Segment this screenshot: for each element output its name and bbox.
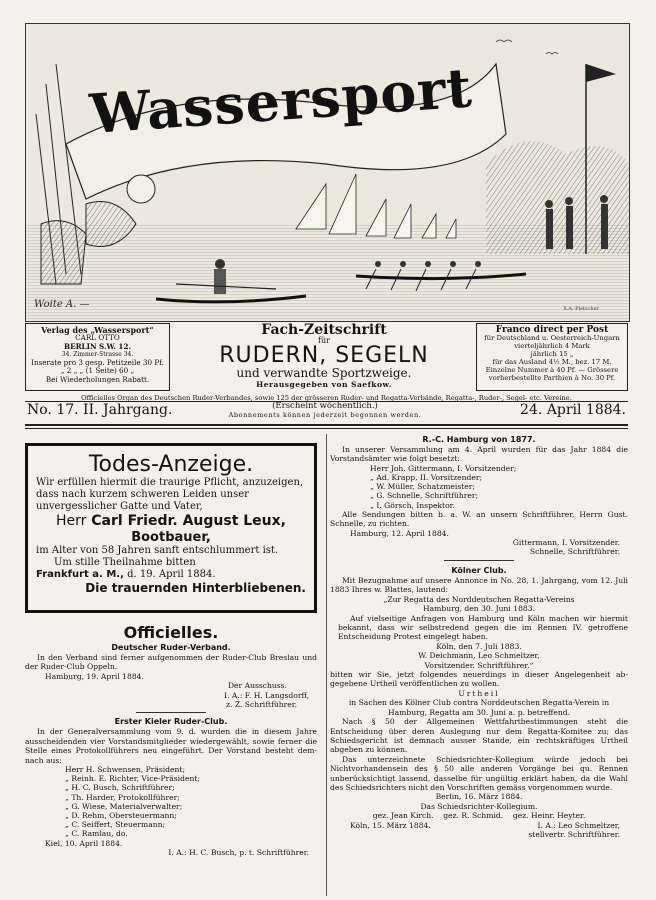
koelner-judges: gez. Jean Kirch. gez. R. Schmid. gez. Heinr. Heyter. [372, 811, 586, 821]
list-item: „ Ad. Krapp, II. Vorsitzender; [370, 473, 483, 483]
section-divider [444, 560, 514, 561]
subscription-line-2: vierteljährlich 4 Mark [514, 342, 590, 350]
header-rule-bottom [25, 424, 628, 426]
artist-signature: Woite A. — [34, 299, 90, 310]
deceased-herr: Herr [56, 513, 87, 529]
drv-place-date: Hamburg, 19. April 1884. [45, 671, 144, 681]
death-notice-place: Frankfurt a. M., [36, 569, 124, 580]
koelner-quote-2: Hamburg, den 30. Juni 1883. [423, 604, 535, 614]
koelner-koeln-date: Köln, 15. März 1884. [350, 820, 431, 830]
list-item: „ D. Rehm, Obersteuermann; [65, 811, 177, 821]
list-item: Herr H. Schwensen, Präsident; [65, 765, 186, 775]
koelner-quote-5: W. Deichmann, Leo Schmeltzer, [418, 651, 540, 661]
rc-hamburg-text: In unserer Versammlung am 4. April wurden für das Jahr 1884 die Vorstandsämter wie folgt besetzt: [330, 445, 628, 464]
death-notice-signature: Die trauernden Hinterbliebenen. [85, 581, 306, 595]
official-organ-line: Officielles Organ des Deutschen Ruder-Verbandes, sowie 125 der grösseren Ruder- und Regatta-Verbände, Regatta-, Ruder-, Segel- etc. Vereine. [81, 394, 572, 402]
death-notice [25, 443, 317, 613]
subscription-line-3: jährlich 15 „ [530, 350, 574, 358]
issue-date: 24. April 1884. [520, 402, 626, 418]
list-item: „ Th. Harder, Protokollführer; [65, 792, 180, 802]
journal-fuer: für [318, 336, 330, 345]
header-band [25, 321, 628, 402]
header-rule-bottom-thin [25, 428, 628, 429]
ads-line-1: Inserate pro 3 gesp. Petitzeile 30 Pf. [31, 358, 164, 368]
koelner-urtheil: Urtheil [458, 688, 500, 698]
journal-tagline: und verwandte Sportzweige. [236, 366, 412, 380]
drv-text: In den Verband sind ferner aufgenommen der Ruder-Club Breslau und der Ruder-Club Oppeln. [25, 653, 317, 672]
list-item: „ W. Müller, Schatzmeister; [370, 482, 475, 492]
issue-frequency-block [225, 402, 425, 420]
list-item: „ C. Seiffert, Steuermann; [65, 820, 166, 830]
column-separator [326, 434, 327, 896]
drv-sign-1: I. A.: F. H. Langsdorff, [224, 690, 309, 700]
rc-hamburg-heading: R.-C. Hamburg von 1877. [422, 435, 536, 444]
issue-subscription-note: Abonnements können jederzeit begonnen werden. [228, 411, 422, 419]
issue-line [25, 402, 628, 426]
kiel-members-list [25, 765, 317, 839]
subscription-box [476, 323, 628, 391]
koelner-heading: Kölner Club. [451, 566, 507, 575]
subscription-heading: Franco direct per Post [495, 325, 609, 335]
kiel-heading: Erster Kieler Ruder-Club. [114, 717, 228, 727]
list-item: „ G. Wiese, Materialverwalter; [65, 801, 183, 811]
kiel-sign: I. A.: H. C. Busch, p. t. Schriftführer. [168, 848, 309, 858]
deceased-name: Carl Friedr. August Leux, [91, 513, 286, 529]
death-notice-place-date [36, 569, 306, 581]
koelner-place-date: Berlin, 16. März 1884. [435, 792, 523, 802]
masthead-title: Wassersport [87, 55, 475, 146]
officielles-heading: Officielles. [123, 623, 219, 642]
koelner-sign-2: stellvertr. Schriftführer. [528, 829, 620, 839]
journal-main-title: RUDERN, SEGELN [219, 343, 429, 368]
death-notice-title: Todes-Anzeige. [88, 452, 254, 477]
rc-hamburg-sign-1: Gittermann, I. Vorsitzender. [512, 538, 620, 548]
koelner-college: Das Schiedsrichter-Kollegium. [420, 801, 538, 811]
koelner-club-section [330, 565, 628, 840]
issue-number: No. 17. II. Jahrgang. [27, 402, 173, 418]
publisher-name: CARL OTTO [75, 333, 120, 343]
koelner-text-1: Mit Bezugnahme auf unsere Annonce in No. 28, 1. Jahrgang, vom 12. Juli 1883 Ihres w. Blattes, lautend: [330, 576, 628, 595]
death-notice-date: d. 19. April 1884. [127, 569, 216, 580]
list-item: „ H. C. Busch, Schriftführer; [65, 783, 175, 793]
death-notice-intro: Wir erfüllen hiermit die traurige Pflicht, anzuzeigen, dass nach kurzem schweren Leiden unser unvergesslicher Gatte und Vater, [36, 477, 304, 512]
koelner-urtheil-sub: in Sachen des Kölner Club contra Norddeutschen Regatta-Verein in Hamburg, Regatta am 30. Juni a. p. betreffend. [348, 698, 610, 717]
koelner-footer [330, 821, 628, 840]
subscription-line-1: für Deutschland u. Oesterreich-Ungarn [484, 334, 620, 342]
subscription-line-4: für das Ausland 4½ M., bez. 17 M. [492, 358, 612, 366]
koelner-quote-1: „Zur Regatta des Norddeutschen Regatta-Vereins [383, 594, 575, 604]
subscription-line-5: Einzelne Nummer à 40 Pf. — Grössere [485, 366, 619, 374]
deceased-occupation: Bootbauer, [131, 530, 211, 545]
publisher-heading: Verlag des „Wassersport“ [41, 325, 154, 335]
rc-hamburg-section [330, 434, 628, 564]
ads-line-3: Bei Wiederholungen Rabatt. [45, 374, 150, 384]
koelner-text-2: bitten wir Sie, jetzt folgendes neuerdings in dieser Angelegenheit abgegebene Urtheil veröffentlichen zu wollen. [330, 670, 628, 689]
koelner-quote-6: Vorsitzender. Schriftführer.“ [424, 660, 534, 670]
koelner-text-3: Nach § 50 der Allgemeinen Wettfahrtbestimmungen steht die Entscheidung über deren Auslegung nur dem Regatta-Komitee zu; das Schiedsgericht ist demnach ausser Stande, ein rechtskräftiges Urtheil abgeben zu können. [330, 717, 628, 755]
issue-frequency: (Erscheint wöchentlich.) [272, 401, 378, 411]
publisher-street: 34. Zimmer-Strasse 34. [61, 350, 134, 358]
death-notice-request: Um stille Theilnahme bitten [54, 557, 196, 568]
journal-subtitle: Fach-Zeitschrift [261, 322, 387, 338]
rc-hamburg-place-date: Hamburg, 12. April 1884. [350, 528, 449, 538]
subscription-line-6: vorherbestellte Parthien à No. 30 Pf. [488, 374, 616, 382]
koelner-quote-4: Köln, den 7. Juli 1883. [436, 641, 522, 651]
drv-sign-2: z. Z. Schriftführer. [226, 700, 297, 710]
koelner-text-4: Das unterzeichnete Schiedsrichter-Kollegium würde jedoch bei Nichtvorhandensein des § 50 alle anderen Vorgänge bei qu. Rennen unberücksichtigt lassend, dasselbe für ungültig erklärt haben, da die Wahl des Schiedsrichters nicht den Vorschriften gemäss vorgenommen wurde. [330, 754, 628, 792]
list-item: „ I. Görsch, Inspektor. [370, 500, 455, 510]
masthead-illustration [25, 23, 630, 322]
drv-committee: Der Ausschuss. [227, 681, 287, 691]
rc-hamburg-post: Alle Sendungen bitten b. a. W. an unsern Schriftführer, Herrn Gust. Schnelle, zu richten. [330, 509, 628, 529]
list-item: „ Reinh. E. Richter, Vice-Präsident; [65, 774, 200, 784]
drv-heading: Deutscher Ruder-Verband. [111, 643, 231, 652]
rc-hamburg-sign-2: Schnelle, Schriftführer. [529, 547, 620, 557]
list-item: Herr Joh. Gittermann, I. Vorsitzender; [370, 463, 517, 473]
section-divider [136, 712, 206, 713]
publisher-city: BERLIN S.W. 12. [64, 341, 131, 351]
kiel-place-date: Kiel, 10. April 1884. [45, 838, 123, 848]
death-notice-age: im Alter von 58 Jahren sanft entschlummert ist. [36, 545, 279, 556]
list-item: „ G. Schnelle, Schriftführer; [370, 491, 479, 501]
publisher-box [25, 323, 170, 391]
engraver-mark: X.A. Pletscher [563, 306, 599, 312]
koelner-sign-1: I. A.: Leo Schmeltzer, [537, 820, 620, 830]
officielles-section [25, 624, 317, 858]
journal-heading [175, 321, 473, 389]
ads-line-2: „ 2 „ „ (1 Seite) 60 „ [60, 366, 135, 376]
kiel-text: In der Generalversammlung vom 9. d. wurden die in diesem Jahre ausscheidenden vier Vorstandsmitglieder wiedergewählt, sowie ferner die Stelle eines Protokollführers neu eingeführt. Der Vorstand besteht demnach aus: [25, 727, 317, 765]
koelner-quote-3: Auf vielseitige Anfragen von Hamburg und Köln machen wir hiermit bekannt, dass wir selbstredend gegen die im Rennen IV. getroffene Entscheidung Protest eingelegt haben. [338, 613, 628, 642]
journal-editor: Herausgegeben von Saefkow. [256, 380, 392, 389]
list-item: „ C. Ramlau, do. [65, 829, 128, 839]
rc-hamburg-members [330, 464, 628, 510]
deceased-name-line [36, 513, 306, 530]
